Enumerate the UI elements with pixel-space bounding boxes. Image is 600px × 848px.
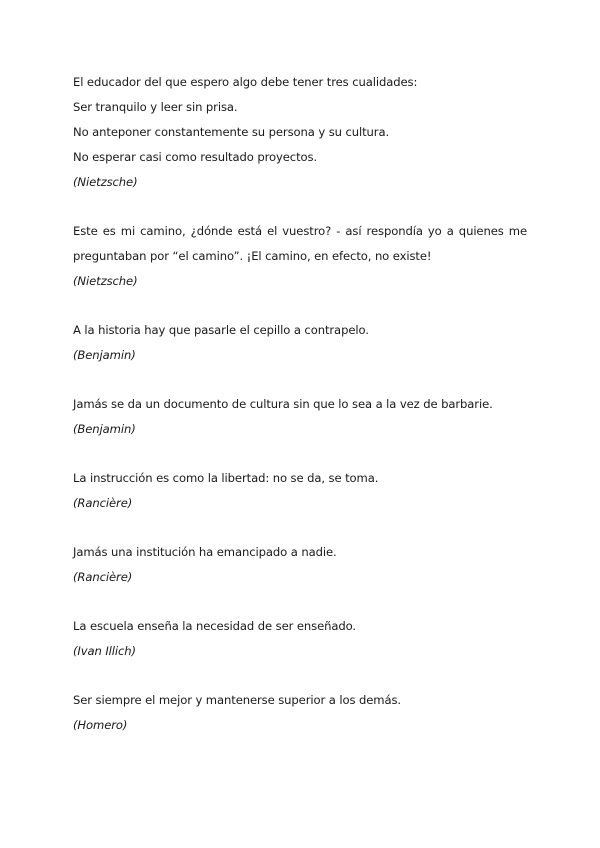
quote-author: (Homero): [73, 718, 128, 732]
quote-line: La escuela enseña la necesidad de ser enseñado.: [73, 619, 356, 633]
quote-block-7: [73, 614, 527, 664]
quote-text: Este es mi camino, ¿dónde está el vuestro? - así respondía yo a quienes me preguntaban por “el camino”. ¡El camino, en efecto, no existe!: [73, 224, 527, 263]
quote-line: La instrucción es como la libertad: no se da, se toma.: [73, 471, 379, 485]
quote-line: Jamás una institución ha emancipado a nadie.: [73, 545, 337, 559]
quote-author: (Rancière): [73, 496, 133, 510]
quote-line: El educador del que espero algo debe tener tres cualidades:: [73, 75, 418, 89]
quote-author: (Rancière): [73, 570, 133, 584]
quote-block-3: [73, 318, 527, 368]
quotes-container: [73, 70, 527, 762]
quote-line: Jamás se da un documento de cultura sin que lo sea a la vez de barbarie.: [73, 397, 493, 411]
quote-block-6: [73, 540, 527, 590]
quote-block-5: [73, 466, 527, 516]
quote-author: (Benjamin): [73, 422, 136, 436]
quote-block-8: [73, 688, 527, 738]
quote-author: (Nietzsche): [73, 175, 138, 189]
quote-block-2: [73, 219, 527, 294]
quote-line: A la historia hay que pasarle el cepillo a contrapelo.: [73, 323, 369, 337]
quote-block-4: [73, 392, 527, 442]
quote-line: Ser siempre el mejor y mantenerse superior a los demás.: [73, 693, 401, 707]
quote-line: No anteponer constantemente su persona y su cultura.: [73, 125, 390, 139]
quote-line: Ser tranquilo y leer sin prisa.: [73, 100, 238, 114]
quote-line: No esperar casi como resultado proyectos.: [73, 150, 318, 164]
quote-block-1: [73, 70, 527, 195]
quote-author: (Ivan Illich): [73, 644, 136, 658]
quote-author: (Nietzsche): [73, 274, 138, 288]
quote-author: (Benjamin): [73, 348, 136, 362]
